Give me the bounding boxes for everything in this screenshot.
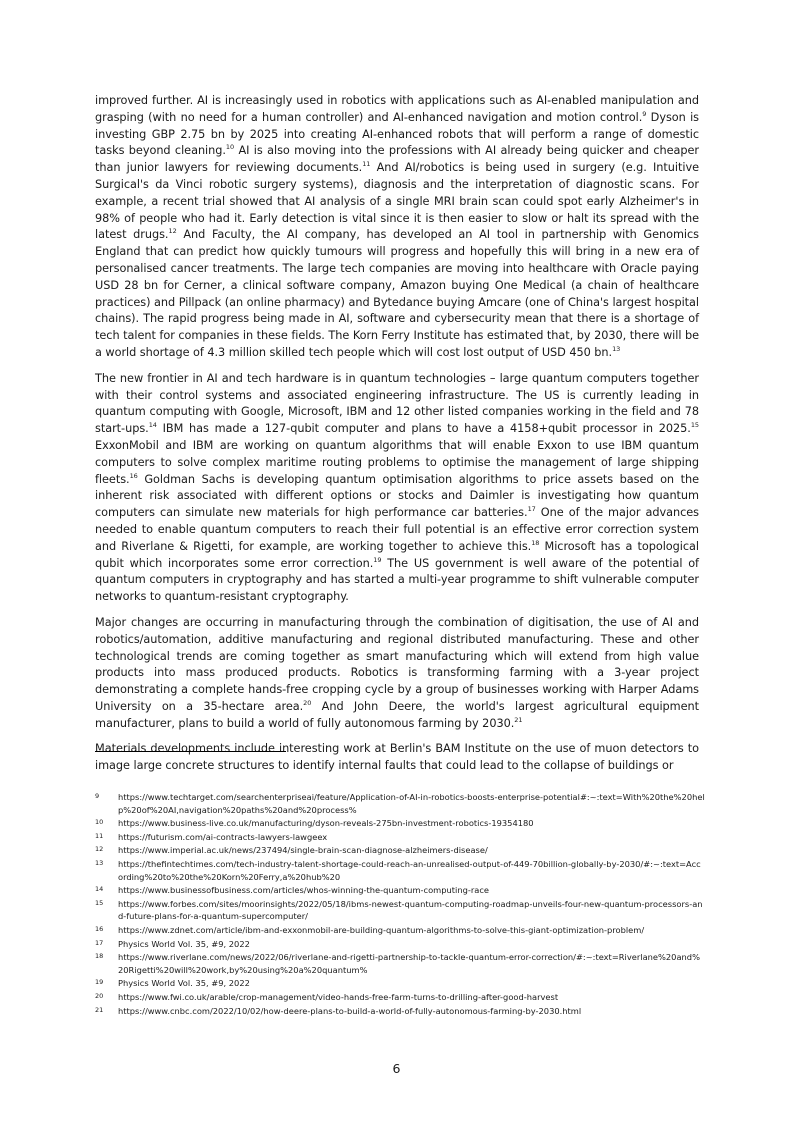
paragraph-text: Materials developments include interesting work at Berlin's BAM Institute on the use of muon detectors to image large concrete structures to identify internal faults that could lead to the collapse of buildings or <box>95 742 699 773</box>
footnote-ref[interactable]: 17 <box>527 505 536 514</box>
footnote-number: 12 <box>95 845 104 854</box>
footnotes <box>95 791 705 1018</box>
footnote <box>95 791 705 816</box>
footnote-link[interactable]: https://www.fwi.co.uk/arable/crop-management/video-hands-free-farm-turns-to-drilling-after-good-harvest <box>118 991 559 1002</box>
footnote-ref[interactable]: 13 <box>612 345 621 354</box>
paragraph-text: IBM has made a 127-qubit computer and plans to have a 4158+qubit processor in 2025. <box>156 422 691 436</box>
footnote-link[interactable]: https://www.techtarget.com/searchenterpriseai/feature/Application-of-AI-in-robotics-boosts-enterprise-potential#:~:text=With%20the%20help%20of%20AI,navigation%20paths%20and%20process% <box>118 792 705 815</box>
footnote <box>95 951 705 976</box>
footnote-link[interactable]: https://thefintechtimes.com/tech-industry-talent-shortage-could-reach-an-unrealised-output-of-449-70billion-globally-by-2030/#:~:text=According%20to%20the%20Korn%20Ferry,a%20hub%20 <box>118 858 701 882</box>
footnote-number: 20 <box>95 991 104 1000</box>
footnote-link[interactable]: https://www.zdnet.com/article/ibm-and-exxonmobil-are-building-quantum-algorithms-to-solve-this-giant-optimization-problem/ <box>118 924 645 935</box>
footnote-link[interactable]: https://www.forbes.com/sites/moorinsights/2022/05/18/ibms-newest-quantum-computing-roadmap-unveils-four-new-quantum-processors-and-future-plans-for-a-quantum-supercomputer/ <box>118 898 703 922</box>
footnote-number: 15 <box>95 898 104 907</box>
footnote-link[interactable]: https://www.business-live.co.uk/manufacturing/dyson-reveals-275bn-investment-robotics-19354180 <box>118 818 534 829</box>
footnote-number: 18 <box>95 952 104 961</box>
footnote-ref[interactable]: 14 <box>148 421 157 430</box>
footnote-ref[interactable]: 9 <box>642 110 647 119</box>
footnote-number: 17 <box>95 938 104 947</box>
footnote-ref[interactable]: 21 <box>514 715 523 724</box>
footnote-link[interactable]: https://www.cnbc.com/2022/10/02/how-deere-plans-to-build-a-world-of-fully-autonomous-farming-by-2030.html <box>118 1005 582 1016</box>
footnote <box>95 884 705 897</box>
footnote-citation: Physics World Vol. 35, #9, 2022 <box>118 938 250 949</box>
footnote-number: 13 <box>95 858 104 867</box>
page-number: 6 <box>392 1061 401 1076</box>
body-text <box>95 93 699 784</box>
footnote-ref[interactable]: 16 <box>129 471 138 480</box>
paragraph-materials <box>95 741 699 775</box>
paragraph-text: ExxonMobil and IBM are working on quantum algorithms that will enable Exxon to use IBM quantum computers to solve complex maritime routing problems to optimise the management of large shipping fleets. <box>95 438 699 486</box>
paragraph-manufacturing <box>95 615 699 733</box>
paragraph-text: The new frontier in AI and tech hardware is in quantum technologies – large quantum computers together with their control systems and associated engineering infrastructure. The US is currently leading in quantum computing with Google, Microsoft, IBM and 12 other listed companies working in the field and 78 start-ups. <box>95 371 699 436</box>
footnote <box>95 991 705 1004</box>
footnote-ref[interactable]: 10 <box>225 143 235 152</box>
footnote <box>95 1005 705 1018</box>
footnote <box>95 844 705 857</box>
paragraph-text: One of the major advances needed to enable quantum computers to reach their full potential is an effective error correction system and Riverlane & Rigetti, for example, are working together to achieve this. <box>95 506 699 553</box>
footnote-citation: Physics World Vol. 35, #9, 2022 <box>118 978 250 989</box>
footnote-link[interactable]: https://www.riverlane.com/news/2022/06/riverlane-and-rigetti-partnership-to-tackle-quantum-error-correction/#:~:text=Riverlane%20and%20Rigetti%20will%20work,by%20using%20a%20quantum% <box>118 952 700 975</box>
paragraph-text: Dyson is investing GBP 2.75 bn by 2025 into creating AI-enhanced robots that will perform a range of domestic tasks beyond cleaning. <box>95 110 699 158</box>
paragraph-text: AI is also moving into the professions with AI already being quicker and cheaper than junior lawyers for reviewing documents. <box>95 144 699 175</box>
footnote-number: 10 <box>95 818 104 827</box>
footnote-number: 11 <box>95 831 104 840</box>
footnote-ref[interactable]: 11 <box>362 160 371 169</box>
footnote <box>95 858 705 883</box>
footnote-number: 9 <box>95 792 100 800</box>
paragraph-text: Goldman Sachs is developing quantum optimisation algorithms to price assets based on the inherent risk associated with different options or stocks and Daimler is investigating how quantum computers can simulate new materials for high performance car batteries. <box>95 472 699 520</box>
footnote-ref[interactable]: 15 <box>690 421 699 430</box>
footnote-number: 16 <box>95 924 104 933</box>
footnote <box>95 831 705 844</box>
paragraph-text: And John Deere, the world's largest agricultural equipment manufacturer, plans to build a world of fully autonomous farming by 2030. <box>95 699 699 730</box>
footnote-number: 21 <box>95 1005 104 1014</box>
footnote-number: 19 <box>95 978 104 987</box>
footnote-link[interactable]: https://www.businessofbusiness.com/articles/whos-winning-the-quantum-computing-race <box>118 885 490 896</box>
footnote-separator <box>95 751 286 752</box>
footnote-ref[interactable]: 20 <box>303 699 312 708</box>
footnote-number: 14 <box>95 885 104 894</box>
paragraph-text: improved further. AI is increasingly used in robotics with applications such as AI-enabled manipulation and grasping (with no need for a human controller) and AI-enhanced navigation and motion control. <box>95 94 699 124</box>
footnote <box>95 924 705 937</box>
paragraph-text: The US government is well aware of the potential of quantum computers in cryptography and has started a multi-year programme to shift vulnerable computer networks to quantum-resistant cryptography. <box>95 556 699 604</box>
footnote <box>95 898 705 923</box>
paragraph-robotics-ai <box>95 93 699 362</box>
paragraph-quantum <box>95 371 699 606</box>
footnote-link[interactable]: https://www.imperial.ac.uk/news/237494/single-brain-scan-diagnose-alzheimers-disease/ <box>118 845 488 856</box>
footnote <box>95 938 705 951</box>
footnote-link[interactable]: https://futurism.com/ai-contracts-lawyers-lawgeex <box>118 831 328 842</box>
paragraph-text: And Faculty, the AI company, has developed an AI tool in partnership with Genomics England that can predict how quickly tumours will progress and hopefully this will bring in a new era of personalised cancer treatments. The large tech companies are moving into healthcare with Oracle paying USD 28 bn for Cerner, a clinical software company, Amazon buying One Medical (a chain of healthcare practices) and Pillpack (an online pharmacy) and Bytedance buying Amcare (one of China's largest hospital chains). The rapid progress being made in AI, software and cybersecurity mean that there is a shortage of tech talent for companies in these fields. The Korn Ferry Institute has estimated that, by 2030, there will be a world shortage of 4.3 million skilled tech people which will cost lost output of USD 450 bn. <box>95 228 699 359</box>
footnote-ref[interactable]: 12 <box>168 227 177 236</box>
paragraph-text: Microsoft has a topological qubit which incorporates some error correction. <box>95 539 699 570</box>
footnote-ref[interactable]: 18 <box>531 538 540 547</box>
paragraph-text: Major changes are occurring in manufacturing through the combination of digitisation, the use of AI and robotics/automation, additive manufacturing and regional distributed manufacturing. These and other technological trends are coming together as smart manufacturing which will extend from high value products into mass produced products. Robotics is transforming farming with a 3-year project demonstrating a complete hands-free cropping cycle by a group of businesses working with Harper Adams University on a 35-hectare area. <box>95 615 699 713</box>
footnote <box>95 817 705 830</box>
footnote <box>95 977 705 990</box>
paragraph-text: And AI/robotics is being used in surgery (e.g. Intuitive Surgical's da Vinci robotic surgery systems), diagnosis and the interpretation of diagnostic scans. For example, a recent trial showed that AI analysis of a single MRI brain scan could spot early Alzheimer's in 98% of people who had it. Early detection is vital since it is then easier to slow or halt its spread with the latest drugs. <box>95 161 699 242</box>
footnote-ref[interactable]: 19 <box>373 555 382 564</box>
